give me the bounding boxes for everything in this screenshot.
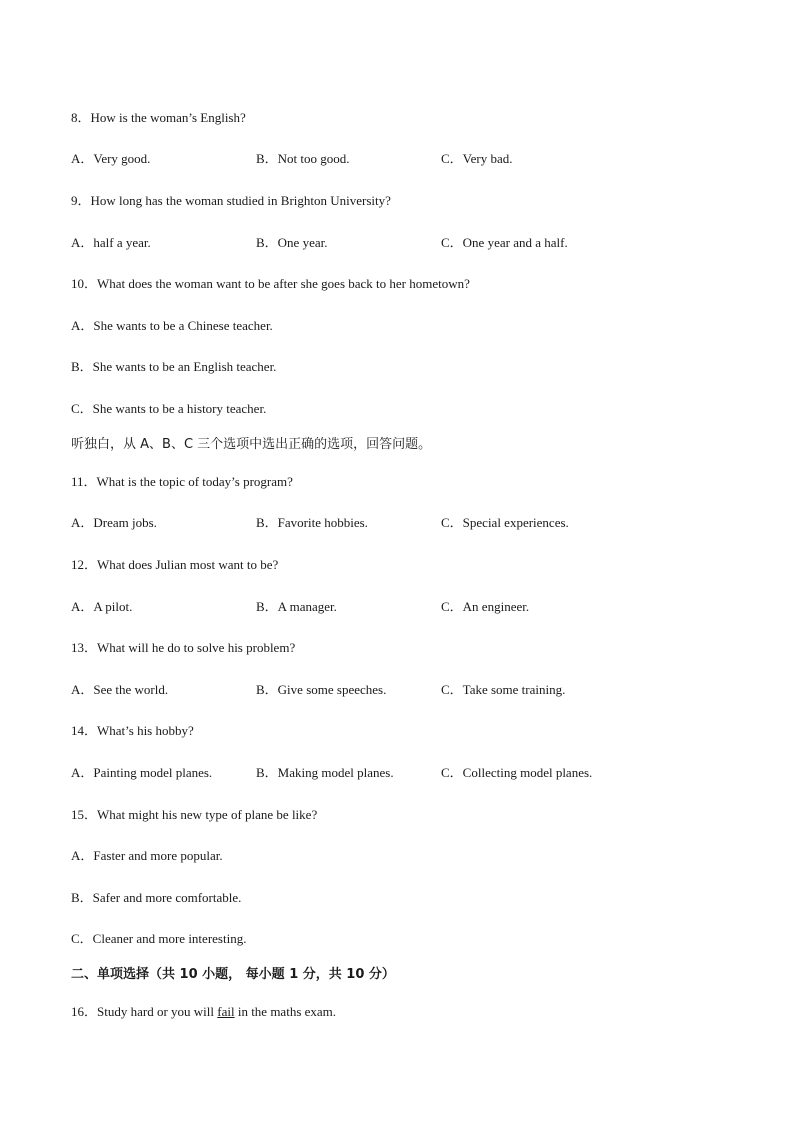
q10-option-b: B．She wants to be an English teacher. <box>71 359 277 374</box>
question-15: 15．What might his new type of plane be like? <box>71 807 318 822</box>
q13-option-a: A．See the world. <box>71 682 169 697</box>
q14-option-a: A．Painting model planes. <box>71 765 213 780</box>
section-2-title: 二、单项选择（共 10 小题， 每小题 1 分，共 10 分） <box>71 967 395 982</box>
question-14: 14．What’s his hobby? <box>71 723 194 738</box>
question-9: 9．How long has the woman studied in Brighton University? <box>71 193 391 208</box>
q16-underlined-word: fail <box>217 1004 235 1019</box>
q13-option-b: B．Give some speeches. <box>256 682 387 697</box>
question-8: 8．How is the woman’s English? <box>71 110 246 125</box>
q16-text-after: in the maths exam. <box>234 1004 337 1019</box>
q13-option-c: C．Take some training. <box>441 682 566 697</box>
q14-option-c: C．Collecting model planes. <box>441 765 593 780</box>
q11-option-c: C．Special experiences. <box>441 515 569 530</box>
q10-option-a: A．She wants to be a Chinese teacher. <box>71 318 273 333</box>
q8-option-c: C．Very bad. <box>441 151 513 166</box>
q11-option-b: B．Favorite hobbies. <box>256 515 368 530</box>
question-11: 11．What is the topic of today’s program? <box>71 474 293 489</box>
q8-option-a: A．Very good. <box>71 151 151 166</box>
q11-option-a: A．Dream jobs. <box>71 515 157 530</box>
q9-option-c: C．One year and a half. <box>441 235 568 250</box>
q9-option-b: B．One year. <box>256 235 328 250</box>
q15-option-a: A．Faster and more popular. <box>71 848 223 863</box>
q16-text-before: 16．Study hard or you will <box>71 1004 218 1019</box>
question-13: 13．What will he do to solve his problem? <box>71 640 296 655</box>
q12-option-c: C．An engineer. <box>441 599 530 614</box>
q9-option-a: A．half a year. <box>71 235 151 250</box>
question-16 <box>71 1004 336 1020</box>
q15-option-b: B．Safer and more comfortable. <box>71 890 242 905</box>
q12-option-a: A．A pilot. <box>71 599 133 614</box>
monologue-instruction: 听独白，从 A、B、C 三个选项中选出正确的选项，回答问题。 <box>71 437 432 452</box>
q15-option-c: C．Cleaner and more interesting. <box>71 931 247 946</box>
question-12: 12．What does Julian most want to be? <box>71 557 279 572</box>
q8-option-b: B．Not too good. <box>256 151 350 166</box>
question-10: 10．What does the woman want to be after she goes back to her hometown? <box>71 276 470 291</box>
q10-option-c: C．She wants to be a history teacher. <box>71 401 267 416</box>
q14-option-b: B．Making model planes. <box>256 765 394 780</box>
q12-option-b: B．A manager. <box>256 599 337 614</box>
